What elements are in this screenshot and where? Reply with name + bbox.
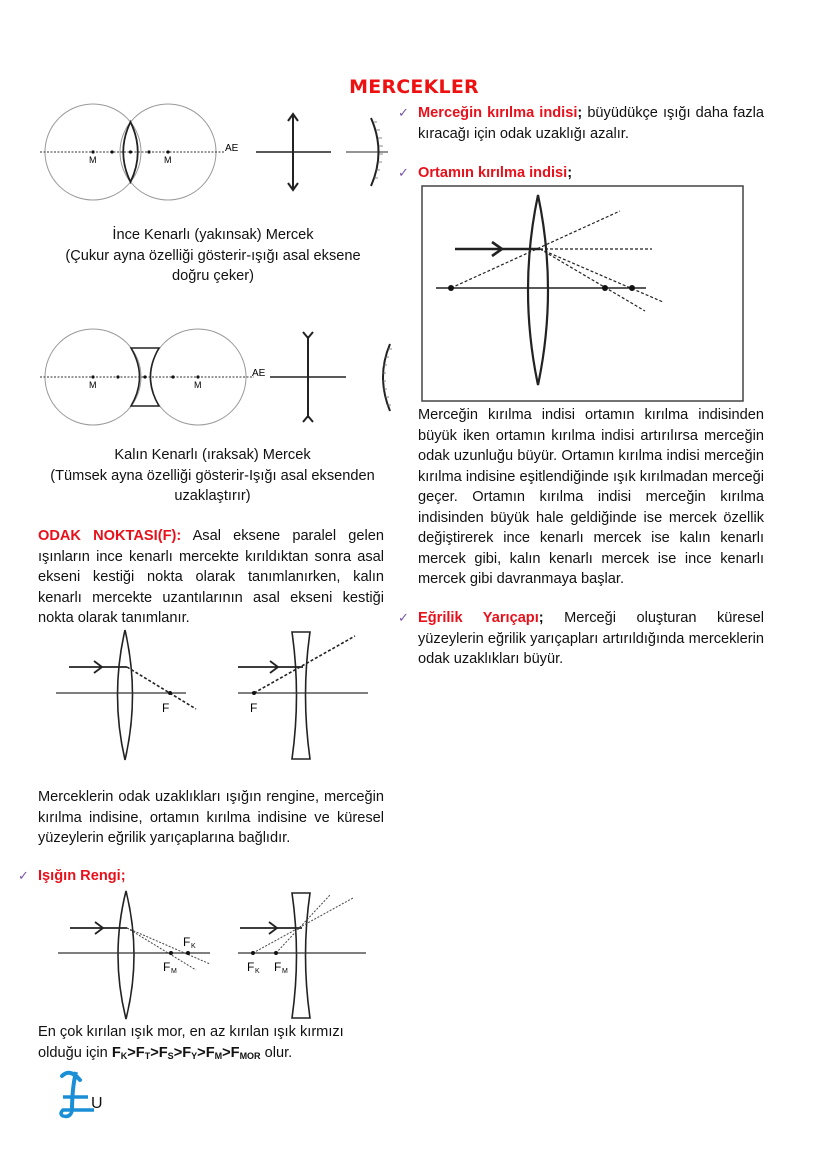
page-title: MERCEKLER <box>349 76 479 98</box>
lens-index-heading: Merceğin kırılma indisi <box>418 105 578 121</box>
line2-prefix: olduğu için <box>38 1044 112 1061</box>
label-fm-sub: M <box>171 968 177 975</box>
line2-suffix: olur. <box>260 1044 293 1061</box>
light-color-paragraph <box>38 1022 384 1066</box>
label-axis: AE <box>252 368 266 379</box>
logo-icon <box>58 1066 108 1121</box>
semicolon: ; <box>567 165 573 181</box>
formula-subscript: MOR <box>239 1050 261 1061</box>
converging-lens-diagram <box>36 100 396 210</box>
label-fm-2: F <box>274 960 282 974</box>
curvature-text: Merceği oluşturan küresel yüzeylerin eğrilik yarıçapları artırıldığında merceklerin odak uzaklıkları büyür. <box>418 610 764 667</box>
label-fk: F <box>183 935 191 949</box>
formula-subscript: M <box>214 1050 223 1061</box>
label-m2: M <box>164 155 172 165</box>
logo-letter: U <box>91 1095 103 1112</box>
focal-point-text: Asal eksene paralel gelen ışınların ince kenarlı mercekte kırıldıktan sonra asal ekseni kestiği nokta olarak tanımlanırken, kalın kenarlı mercekte uzantılarının asal ekseni kestiği nokta olarak tanımlanır. <box>38 528 384 626</box>
semicolon: ; <box>577 105 583 121</box>
label-axis: AE <box>225 143 239 154</box>
formula-subscript: T <box>144 1050 151 1061</box>
check-icon: ✓ <box>398 165 409 180</box>
caption-line: uzaklaştırır) <box>174 488 251 504</box>
curvature-content <box>418 608 764 670</box>
light-color-bullet <box>18 866 384 887</box>
caption-line: İnce Kenarlı (yakınsak) Mercek <box>112 227 314 243</box>
caption-line: Kalın Kenarlı (ıraksak) Mercek <box>114 447 311 463</box>
light-color-line2 <box>38 1043 384 1067</box>
dependence-paragraph: Merceklerin odak uzaklıkları ışığın rengine, merceğin kırılma indisine, ortamın kırılma indisine ve küresel yüzeylerin eğrilik yarıçaplarına bağlıdır. <box>38 789 384 846</box>
medium-index-content <box>418 163 764 184</box>
label-m1: M <box>89 380 97 390</box>
curvature-bullet <box>398 608 764 670</box>
lens-index-text: büyüdükçe ışığı daha fazla kıracağı için odak uzaklığı azalır. <box>418 105 764 142</box>
light-color-line1: En çok kırılan ışık mor, en az kırılan ışık kırmızı <box>38 1024 344 1040</box>
label-m2: M <box>194 380 202 390</box>
diverging-caption <box>30 445 395 507</box>
semicolon: ; <box>538 610 544 626</box>
label-fk-sub: K <box>191 943 196 950</box>
label-fm: F <box>163 960 171 974</box>
label-f-left: F <box>162 701 170 715</box>
lens-index-bullet <box>398 103 764 144</box>
label-f-right: F <box>250 701 258 715</box>
focal-point-paragraph <box>38 526 384 629</box>
check-icon: ✓ <box>18 868 29 883</box>
caption-line: doğru çeker) <box>172 268 254 284</box>
label-fk-2: F <box>247 960 255 974</box>
converging-caption <box>38 225 388 287</box>
formula-subscript: Y <box>191 1050 198 1061</box>
medium-index-text: Merceğin kırılma indisi ortamın kırılma indisinden büyük iken ortamın kırılma indisi artırılırsa merceğin odak uzunluğu büyür. Ortamın kırılma indisi merceğin kırılma indisine eşitlendiğinde ışık kırılmadan merceği geçer. Ortamın kırılma indisi merceğin kırılma indisinden büyük hale geldiğinde ise mercek özellik değiştirerek ince kenarlı mercek ise kalın kenarlı mercek gibi, kalın kenarlı mercek ise ince kenarlı mercek gibi davranmaya başlar. <box>418 407 764 587</box>
formula-subscript: K <box>120 1050 128 1061</box>
caption-line: (Çukur ayna özelliği gösterir-ışığı asal eksene <box>65 247 361 264</box>
formula-subscript: S <box>167 1050 174 1061</box>
medium-index-diagram <box>421 185 745 403</box>
light-color-heading: Işığın Rengi; <box>38 868 126 884</box>
diverging-lens-diagram <box>36 325 396 430</box>
label-fk-sub-2: K <box>255 968 260 975</box>
lens-index-content <box>418 103 764 144</box>
check-icon: ✓ <box>398 105 409 120</box>
check-icon: ✓ <box>398 610 409 625</box>
medium-index-heading: Ortamın kırılma indisi <box>418 165 568 181</box>
focal-point-diagram <box>40 625 380 765</box>
medium-index-bullet <box>398 163 764 184</box>
label-fm-sub-2: M <box>282 968 288 975</box>
label-m1: M <box>89 155 97 165</box>
curvature-heading: Eğrilik Yarıçapı <box>418 610 539 626</box>
light-color-diagram <box>40 888 380 1023</box>
focal-point-heading: ODAK NOKTASI(F): <box>38 528 182 544</box>
focal-order-formula: $F_K>F_T>F_S>F_Y>F_M>F_{MOR}$ <box>111 1044 261 1061</box>
caption-line: (Tümsek ayna özelliği gösterir-Işığı asal eksenden <box>50 467 375 484</box>
